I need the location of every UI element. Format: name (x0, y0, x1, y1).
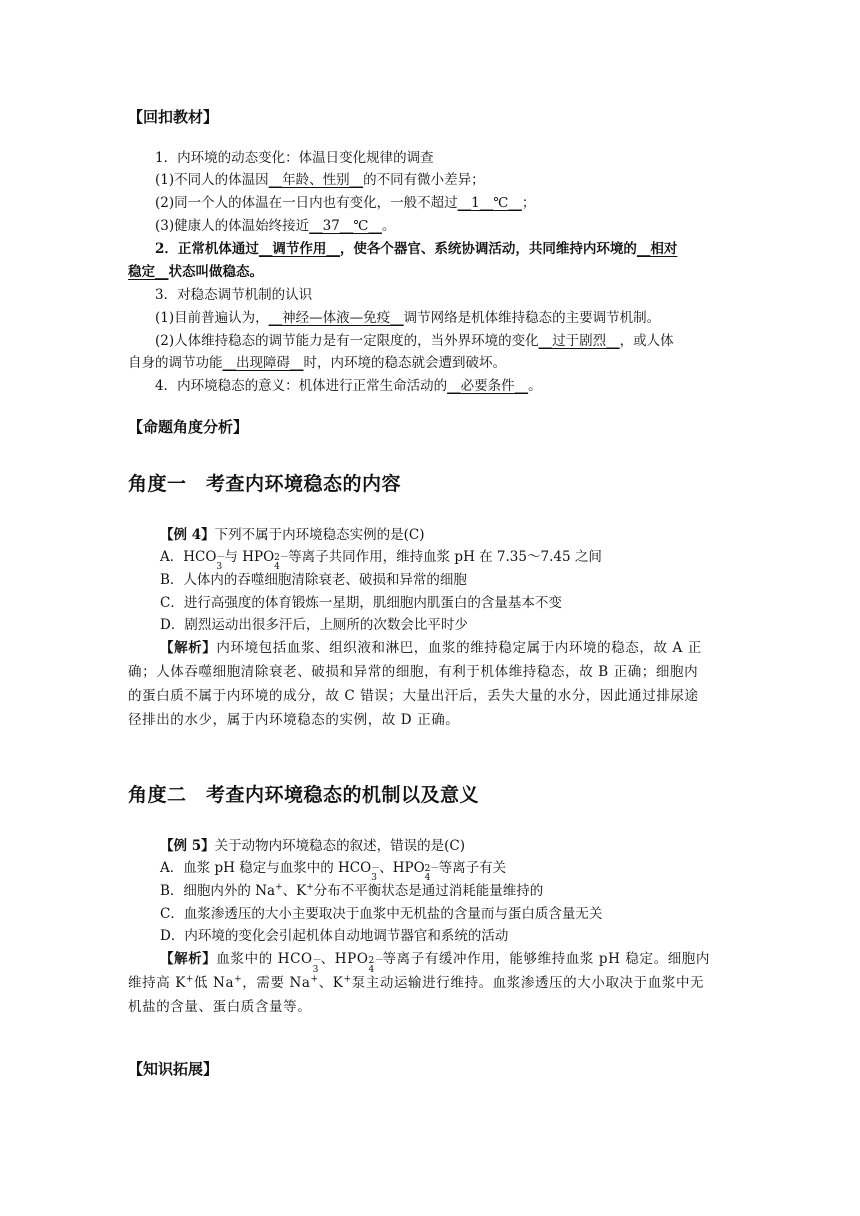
example-4-option-b: B．人体内的吞噬细胞清除衰老、破损和异常的细胞 (160, 572, 467, 588)
example-4-analysis-line-1: 【解析】内环境包括血浆、组织液和淋巴，血浆的维持稳定属于内环境的稳态，故 A 正 (160, 640, 702, 656)
section-heading-review: 【回扣教材】 (128, 108, 219, 126)
example-4-question: 【例 4】下列不属于内环境稳态实例的是(C) (160, 527, 425, 543)
answer-blank: __神经—体液—免疫__ (268, 310, 404, 326)
review-item-3-1: (1)目前普遍认为，__神经—体液—免疫__调节网络是机体维持稳态的主要调节机制。 (155, 310, 661, 326)
review-item-2-line-2: 稳定__状态叫做稳态。 (128, 264, 263, 280)
review-item-3-2-line-2: 自身的调节功能__出现障碍__时，内环境的稳态就会遭到破坏。 (128, 355, 506, 371)
example-5-analysis-line-1: 【解析】血浆中的 HCO － 3 、HPO 2－ 4 等离子有缓冲作用，能够维持血浆 pH 稳定。细胞内 (160, 951, 710, 975)
review-item-4: 4．内环境稳态的意义：机体进行正常生命活动的__必要条件__。 (155, 378, 542, 394)
review-item-1-3: (3)健康人的体温始终接近__37__℃__。 (155, 218, 396, 234)
answer-blank: __年龄、性别__ (268, 172, 364, 188)
example-5-analysis-line-3: 机盐的含量、蛋白质含量等。 (128, 999, 312, 1015)
example-5-question: 【例 5】关于动物内环境稳态的叙述，错误的是(C) (160, 838, 465, 854)
angle-2-title: 角度二 考查内环境稳态的机制以及意义 (128, 784, 480, 806)
example-5-option-c: C．血浆渗透压的大小主要取决于血浆中无机盐的含量而与蛋白质含量无关 (160, 906, 603, 922)
answer-blank: __过于剧烈__ (538, 333, 620, 349)
review-item-3: 3．对稳态调节机制的认识 (155, 287, 313, 303)
example-4-option-c: C．进行高强度的体育锻炼一星期，肌细胞内肌蛋白的含量基本不变 (160, 595, 562, 611)
example-4-analysis-line-4: 径排出的水少，属于内环境稳态的实例，故 D 正确。 (128, 712, 460, 728)
answer-blank: __37__℃__ (309, 218, 382, 234)
example-5-option-b: B．细胞内外的 Na+、K+分布不平衡状态是通过消耗能量维持的 (160, 882, 544, 899)
review-item-1: 1．内环境的动态变化：体温日变化规律的调查 (155, 150, 434, 166)
example-5-option-d: D．内环境的变化会引起机体自动地调节器官和系统的活动 (160, 928, 509, 944)
answer-blank: 稳定__ (128, 264, 169, 280)
example-4-option-d: D．剧烈运动出很多汗后，上厕所的次数会比平时少 (160, 617, 468, 633)
answer-blank: __1__℃__ (457, 195, 522, 211)
section-heading-analysis: 【命题角度分析】 (128, 418, 249, 436)
answer-blank: __出现障碍__ (222, 355, 304, 371)
answer-blank: __调节作用__ (258, 241, 340, 257)
example-5-option-a: A．血浆 pH 稳定与血浆中的 HCO － 3 、HPO 2－ 4 等离子有关 (160, 860, 507, 883)
example-4-analysis-line-2: 确；人体吞噬细胞清除衰老、破损和异常的细胞，有利于机体维持稳态，故 B 正确；细胞内 (128, 664, 699, 680)
angle-1-title: 角度一 考查内环境稳态的内容 (128, 473, 402, 495)
example-4-analysis-line-3: 的蛋白质不属于内环境的成分，故 C 错误；大量出汗后，丢失大量的水分，因此通过排尿途 (128, 688, 699, 704)
example-5-analysis-line-2: 维持高 K+低 Na+，需要 Na+、K+泵主动运输进行维持。血浆渗透压的大小取决于血浆中无 (128, 974, 705, 991)
review-item-3-2-line-1: (2)人体维持稳态的调节能力是有一定限度的，当外界环境的变化__过于剧烈__，或人体 (155, 333, 674, 349)
answer-blank: __必要条件__ (447, 378, 529, 394)
example-4-option-a: A．HCO － 3 与 HPO 2－ 4 等离子共同作用，维持血浆 pH 在 7.35～7.45 之间 (160, 549, 602, 572)
review-item-1-2: (2)同一个人的体温在一日内也有变化，一般不超过__1__℃__； (155, 195, 536, 211)
review-item-2-line-1: 2．正常机体通过__调节作用__，使各个器官、系统协调活动，共同维持内环境的__相对 (155, 241, 678, 257)
answer-blank: __相对 (636, 241, 678, 257)
section-heading-extension: 【知识拓展】 (128, 1060, 219, 1078)
review-item-1-1: (1)不同人的体温因__年龄、性别__的不同有微小差异； (155, 172, 485, 188)
